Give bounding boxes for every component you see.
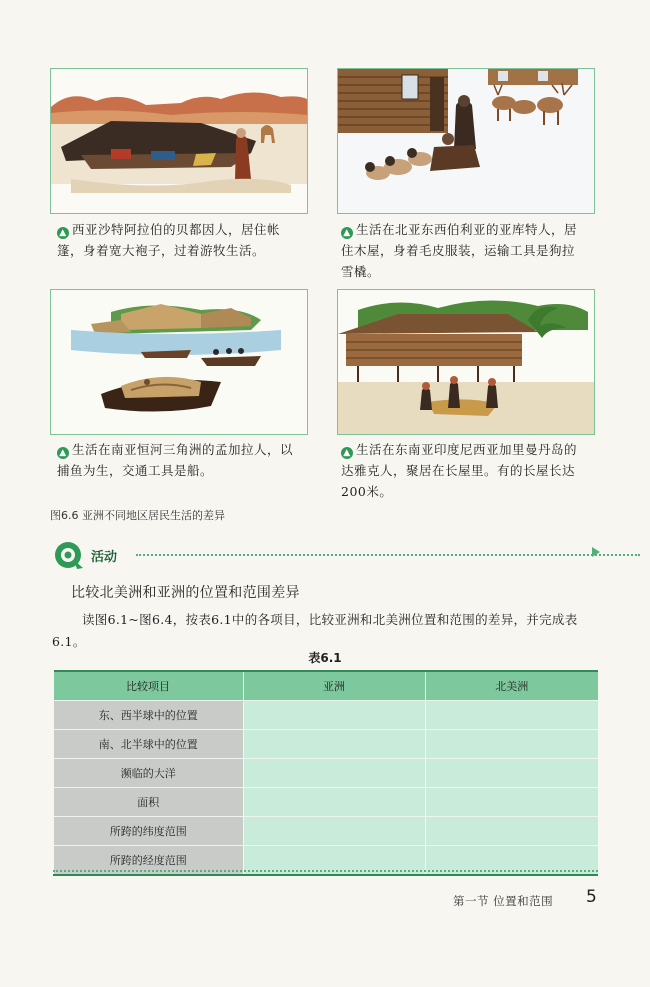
table-header-cell: 北美洲 [425,671,598,701]
illustration-dayak [337,289,595,435]
table-row-label: 所跨的纬度范围 [54,817,244,846]
divider [136,554,640,556]
table-row-label: 东、西半球中的位置 [54,701,244,730]
caption-bedouin: ▲ 西亚沙特阿拉伯的贝都因人，居住帐 篷，身着宽大袍子，过着游牧生活。 [57,222,281,258]
arrow-up-icon: ▲ [341,447,353,459]
comparison-table [53,670,598,876]
arrow-up-icon: ▲ [57,447,69,459]
caption-yakut: ▲ 生活在北亚东西伯利亚的亚库特人，居 住木屋，身着毛皮服装，运输工具是狗拉 雪橇。 [341,222,578,279]
activity-icon [54,540,84,570]
yakut-sled-image [338,69,594,213]
table-cell-asia[interactable] [243,701,425,730]
table-row [54,701,599,730]
caption-dayak: ▲ 生活在东南亚印度尼西亚加里曼丹岛的 达雅克人，聚居在长屋里。有的长屋长达 200米。 [341,442,578,499]
table-cell-north-america[interactable] [425,817,598,846]
illustration-bengali [50,289,308,435]
table-row-label: 濒临的大洋 [54,759,244,788]
table-cell-north-america[interactable] [425,759,598,788]
activity-header [54,540,600,570]
bengali-boat-image [51,290,307,434]
page-number: 5 [586,887,597,907]
activity-label: 活动 [91,550,118,565]
table-row [54,788,599,817]
table-header-cell: 比较项目 [54,671,244,701]
dayak-longhouse-image [338,290,594,434]
table-cell-asia[interactable] [243,759,425,788]
table-row-label: 所跨的经度范围 [54,846,244,876]
table-row [54,817,599,846]
arrow-up-icon: ▲ [57,227,69,239]
table-cell-asia[interactable] [243,788,425,817]
section-footer: 第一节 位置和范围 [453,894,554,908]
divider [53,870,598,872]
table-cell-north-america[interactable] [425,730,598,759]
table-row [54,759,599,788]
illustration-yakut [337,68,595,214]
figure-title: 图6.6 亚洲不同地区居民生活的差异 [50,509,225,522]
table-header-cell: 亚洲 [243,671,425,701]
table-row-label: 面积 [54,788,244,817]
table-cell-north-america[interactable] [425,701,598,730]
table-title: 表6.1 [308,651,342,665]
illustration-bedouin [50,68,308,214]
activity-body: 读图6.1~图6.4，按表6.1中的各项目，比较亚洲和北美洲位置和范围的差异，并完成表6.1。 [52,612,578,649]
table-row [54,730,599,759]
arrow-right-icon [592,547,600,557]
table-header-row [54,671,599,701]
arrow-up-icon: ▲ [341,227,353,239]
table-cell-north-america[interactable] [425,788,598,817]
table-row-label: 南、北半球中的位置 [54,730,244,759]
table-cell-asia[interactable] [243,817,425,846]
activity-title: 比较北美洲和亚洲的位置和范围差异 [71,585,300,601]
table-cell-asia[interactable] [243,730,425,759]
bedouin-tent-image [51,69,307,213]
caption-bengali: ▲ 生活在南亚恒河三角洲的孟加拉人，以 捕鱼为生，交通工具是船。 [57,442,294,478]
